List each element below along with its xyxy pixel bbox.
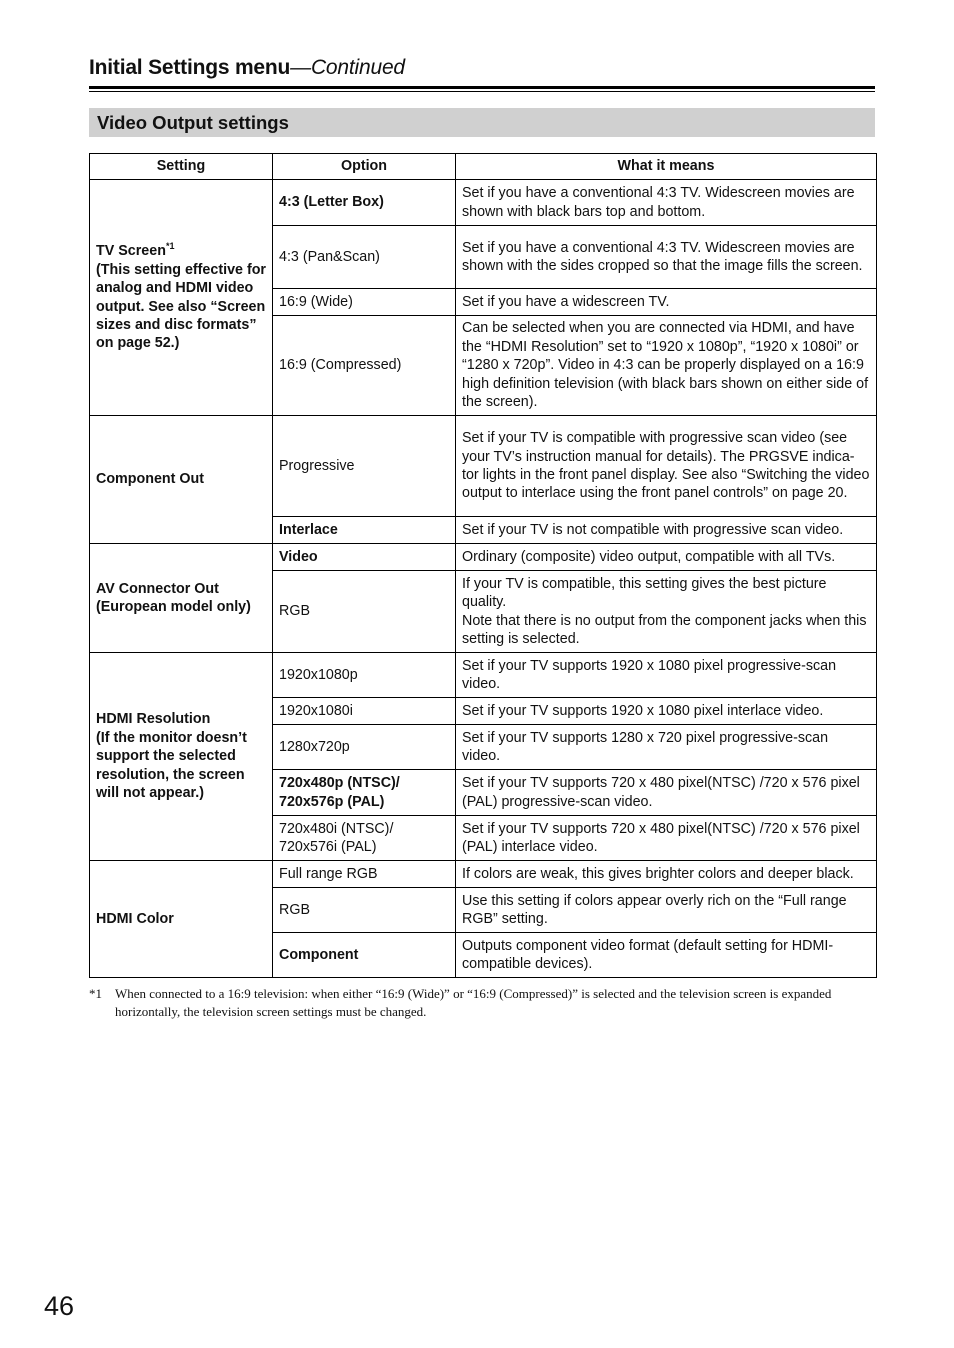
option-cell xyxy=(273,770,456,816)
description-cell: If colors are weak, this gives brighter colors and deeper black. xyxy=(456,861,877,888)
table-row xyxy=(90,544,877,571)
section-title: Video Output settings xyxy=(97,112,289,133)
description-cell: Set if you have a widescreen TV. xyxy=(456,289,877,316)
setting-tv-screen xyxy=(90,180,273,416)
description-note: Note that there is no output from the component jacks when this setting is selected. xyxy=(462,612,867,647)
description-cell: Can be selected when you are connected via HDMI, and have the “HDMI Resolution” set to “1920 x 1080p”, “1920 x 1080i” or “1280 x 720p”. Video in 4:3 can be properly displayed on a 16:9 high definition television (with black bars shown on either side of the screen). xyxy=(456,316,877,416)
footnote-text: When connected to a 16:9 television: when either “16:9 (Wide)” or “16:9 (Compressed)” is selected and the television screen is expanded horizontally, the television screen settings must be changed. xyxy=(115,986,832,1019)
description-cell: Set if your TV supports 1280 x 720 pixel progressive-scan video. xyxy=(456,725,877,770)
table-row xyxy=(90,861,877,888)
setting-note: (If the monitor doesn’t support the selected resolution, the screen will not appear.) xyxy=(96,729,247,802)
column-header-setting: Setting xyxy=(90,154,273,180)
setting-hdmi-resolution xyxy=(90,653,273,861)
option-cell: Component xyxy=(273,933,456,978)
option-cell: Video xyxy=(273,544,456,571)
description-cell: Outputs component video format (default setting for HDMI-compatible devices). xyxy=(456,933,877,978)
description-cell: Set if your TV is not compatible with progressive scan video. xyxy=(456,517,877,544)
video-output-settings-table xyxy=(89,153,877,978)
option-cell: 16:9 (Wide) xyxy=(273,289,456,316)
table-row xyxy=(90,653,877,698)
option-line: 720x480i (NTSC)/ xyxy=(279,820,394,837)
option-line: 720x480p (NTSC)/ xyxy=(279,775,400,792)
description-cell: Ordinary (composite) video output, compatible with all TVs. xyxy=(456,544,877,571)
option-cell: 4:3 (Pan&Scan) xyxy=(273,226,456,289)
description-text: If your TV is compatible, this setting gives the best picture quality. xyxy=(462,575,827,611)
option-cell: RGB xyxy=(273,888,456,933)
table-row xyxy=(90,180,877,226)
page-number: 46 xyxy=(44,1291,75,1321)
option-cell xyxy=(273,816,456,861)
option-line: 720x576i (PAL) xyxy=(279,839,377,855)
header-title-continued: —Continued xyxy=(290,56,405,79)
header-title xyxy=(89,56,875,80)
column-header-meaning: What it means xyxy=(456,154,877,180)
option-cell: 1920x1080p xyxy=(273,653,456,698)
setting-label: TV Screen xyxy=(96,243,166,260)
option-cell: Full range RGB xyxy=(273,861,456,888)
setting-label: HDMI Resolution xyxy=(96,711,211,728)
setting-hdmi-color: HDMI Color xyxy=(90,861,273,978)
header-rule-thin xyxy=(89,91,875,92)
description-cell: Set if your TV supports 720 x 480 pixel(NTSC) /720 x 576 pixel (PAL) interlace video. xyxy=(456,816,877,861)
setting-av-connector-out: AV Connector Out (European model only) xyxy=(90,544,273,653)
description-cell: Set if you have a conventional 4:3 TV. Widescreen movies are shown with the sides cropped so that the image fills the screen. xyxy=(456,226,877,289)
option-line: 720x576p (PAL) xyxy=(279,793,385,810)
description-cell: Set if your TV is compatible with progressive scan video (see your TV’s instruction manual for details). The PRGSVE indica-tor lights in the front panel display. See also “Switching the video output to interlace using the front panel controls” on page 20. xyxy=(456,416,877,517)
table-row xyxy=(90,416,877,517)
option-cell: 1280x720p xyxy=(273,725,456,770)
option-cell: 1920x1080i xyxy=(273,698,456,725)
page-header xyxy=(89,56,875,80)
footnote-ref: *1 xyxy=(165,241,175,252)
option-cell: 16:9 (Compressed) xyxy=(273,316,456,416)
footnote xyxy=(89,985,875,1021)
setting-note: (This setting effective for analog and HDMI video output. See also “Screen sizes and disc formats” on page 52.) xyxy=(96,261,266,352)
option-cell: 4:3 (Letter Box) xyxy=(273,180,456,226)
column-header-option: Option xyxy=(273,154,456,180)
header-rule-thick xyxy=(89,86,875,89)
header-title-main: Initial Settings menu xyxy=(89,56,291,79)
option-cell: Progressive xyxy=(273,416,456,517)
footnote-mark: *1 xyxy=(89,986,102,1001)
option-cell: Interlace xyxy=(273,517,456,544)
option-cell: RGB xyxy=(273,571,456,653)
description-cell: Use this setting if colors appear overly rich on the “Full range RGB” setting. xyxy=(456,888,877,933)
description-cell: Set if you have a conventional 4:3 TV. Widescreen movies are shown with black bars top and bottom. xyxy=(456,180,877,226)
description-cell: Set if your TV supports 1920 x 1080 pixel progressive-scan video. xyxy=(456,653,877,698)
setting-component-out: Component Out xyxy=(90,416,273,544)
description-cell: Set if your TV supports 720 x 480 pixel(NTSC) /720 x 576 pixel (PAL) progressive-scan video. xyxy=(456,770,877,816)
section-heading-bar xyxy=(89,108,875,137)
table-header-row xyxy=(90,154,877,180)
description-cell xyxy=(456,571,877,653)
description-cell: Set if your TV supports 1920 x 1080 pixel interlace video. xyxy=(456,698,877,725)
